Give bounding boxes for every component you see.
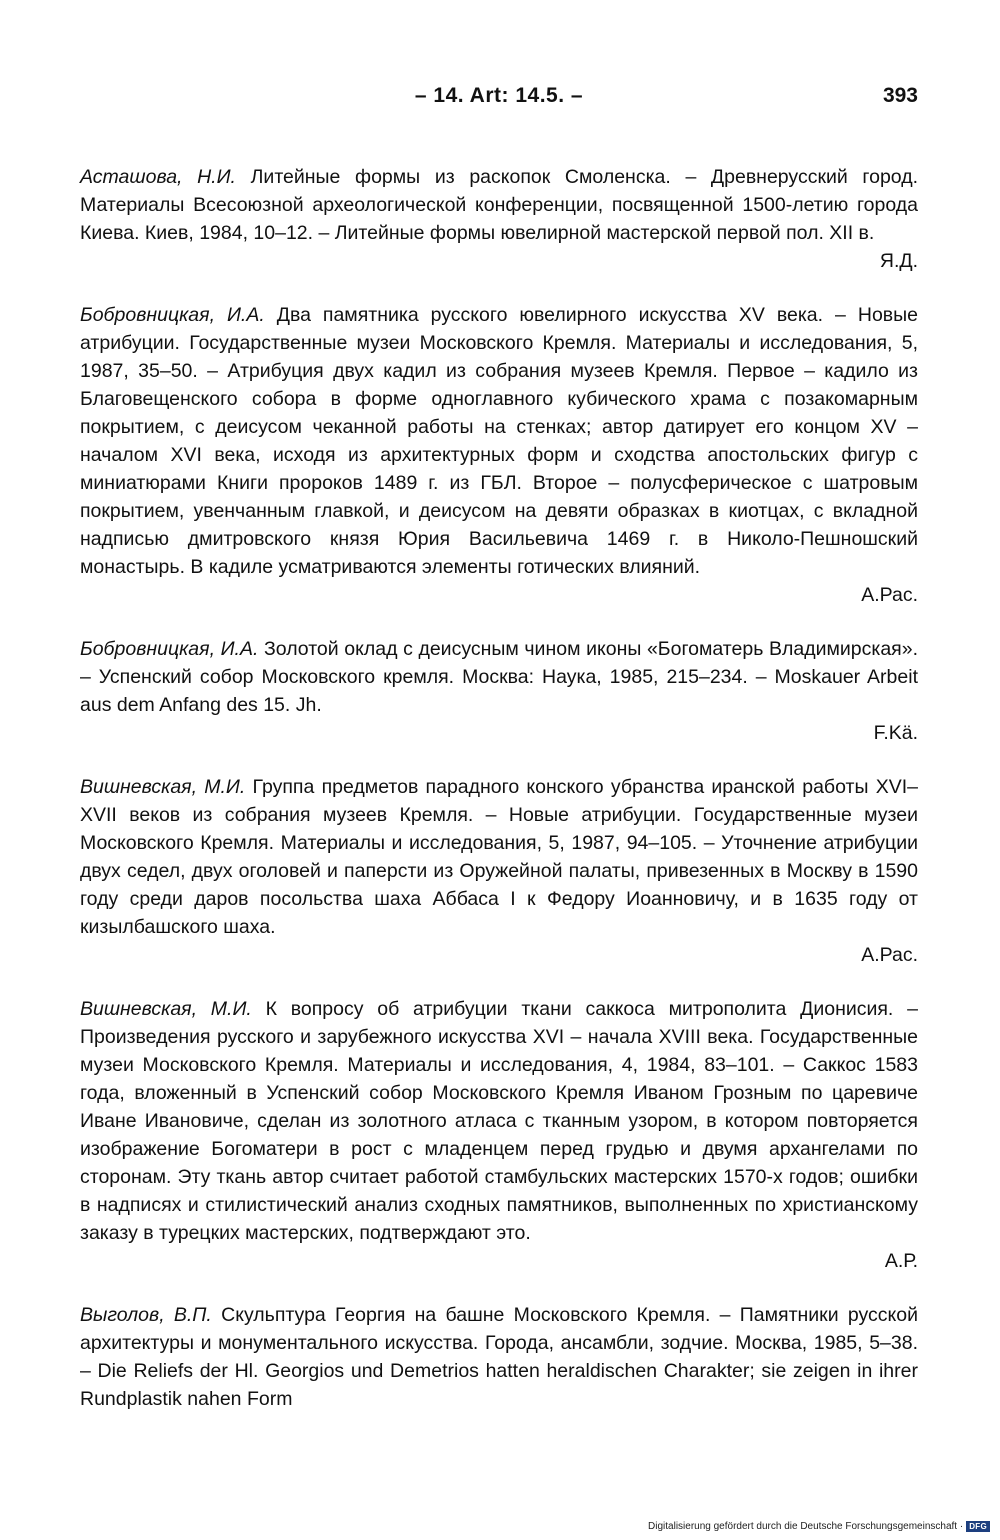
footer-text: Digitalisierung gefördert durch die Deutsche Forschungsgemeinschaft · — [648, 1521, 964, 1532]
bibliography-entry — [80, 773, 918, 969]
bibliography-entry — [80, 301, 918, 609]
entry-author: Выголов, В.П. — [80, 1304, 212, 1326]
entry-reviewer: А.Рас. — [861, 584, 918, 606]
entry-author: Вишневская, М.И. — [80, 776, 246, 798]
page-number: 393 — [882, 84, 918, 107]
entry-reviewer: F.Kä. — [873, 722, 918, 744]
entry-reviewer: А.Р. — [884, 1250, 918, 1272]
entry-text: Два памятника русского ювелирного искусства XV века. – Новые атрибуции. Государственные музеи Московского Кремля. Материалы и исследования, 5, 1987, 35–50. – Атрибуция двух кадил из собрания музеев Кремля. Первое – кадило из Благовещенского собора в форме одноглавного кубического храма с позакомарным покрытием, с деисусом чеканной работы на стенках; автор датирует его концом XV – началом XVI века, исходя из архитектурных форм и сходства апостольских фигур с миниатюрами Книги пророков 1489 г. из ГБЛ. Второе – полусферическое с шатровым покрытием, увенчанным главкой, и деисусом на девяти образках в киотцах, с вкладной надписью дмитровского князя Юрия Васильевича 1469 г. в Николо-Пешношский монастырь. В кадиле усматриваются элементы готических влияний. — [80, 304, 919, 578]
entry-author: Асташова, Н.И. — [80, 166, 236, 188]
running-head: – 14. Art: 14.5. – — [414, 84, 584, 107]
entry-author: Бобровницкая, И.А. — [80, 304, 265, 326]
entry-reviewer: Я.Д. — [879, 250, 918, 272]
entry-text: К вопросу об атрибуции ткани саккоса митрополита Дионисия. – Произведения русского и зарубежного искусства XVI – начала XVIII века. Государственные музеи Московского Кремля. Материалы и исследования, 4, 1984, 83–101. – Саккос 1583 года, вложенный в Успенский собор Московского Кремля Иваном Грозным по царевиче Иване Ивановиче, сделан из золотного атласа с тканным узором, в котором повторяется изображение Богоматери в рост с младенцем перед грудью и двумя архангелами по сторонам. Эту ткань автор считает работой стамбульских мастерских 1570-х годов; ошибки в надписях и стилистический анализ сходных памятников, выполненных по христианскому заказу в турецких мастерских, подтверждают это. — [80, 998, 918, 1244]
entry-author: Вишневская, М.И. — [80, 998, 252, 1020]
entry-text: Группа предметов парадного конского убранства иранской работы XVI–XVII веков из собрания музеев Кремля. – Новые атрибуции. Государственные музеи Московского Кремля. Материалы и исследования, 5, 1987, 94–105. – Уточнение атрибуции двух седел, двух оголовей и паперсти из Оружейной палаты, привезенных в Москву в 1590 году среди даров посольства шаха Аббаса I к Федору Иоанновичу, и в 1635 году от кизылбашского шаха. — [80, 776, 918, 938]
bibliography-entry — [80, 635, 918, 747]
bibliography-entries — [80, 163, 918, 1439]
entry-author: Бобровницкая, И.А. — [80, 638, 259, 660]
bibliography-entry — [80, 995, 918, 1275]
bibliography-entry — [80, 1301, 918, 1413]
dfg-logo-icon: DFG — [966, 1521, 990, 1532]
bibliography-entry — [80, 163, 918, 275]
entry-text: Литейные формы из раскопок Смоленска. – Древнерусский город. Материалы Всесоюзной археологической конференции, посвященной 1500-летию города Киева. Киев, 1984, 10–12. – Литейные формы ювелирной мастерской первой пол. XII в. — [80, 166, 919, 244]
entry-text: Скульптура Георгия на башне Московского Кремля. – Памятники русской архитектуры и монументального искусства. Города, ансамбли, зодчие. Москва, 1985, 5–38. – Die Reliefs der Hl. Georgios und Demetrios hatten heraldischen Charakter; sie zeigen in ihrer Rundplastik nahen Form — [80, 1304, 919, 1410]
digitization-footer — [648, 1521, 990, 1532]
entry-reviewer: А.Рас. — [861, 944, 918, 966]
entry-text: Золотой оклад с деисусным чином иконы «Богоматерь Владимирская». – Успенский собор Московского кремля. Москва: Наука, 1985, 215–234. – Moskauer Arbeit aus dem Anfang des 15. Jh. — [80, 638, 918, 716]
page-header — [80, 84, 918, 118]
